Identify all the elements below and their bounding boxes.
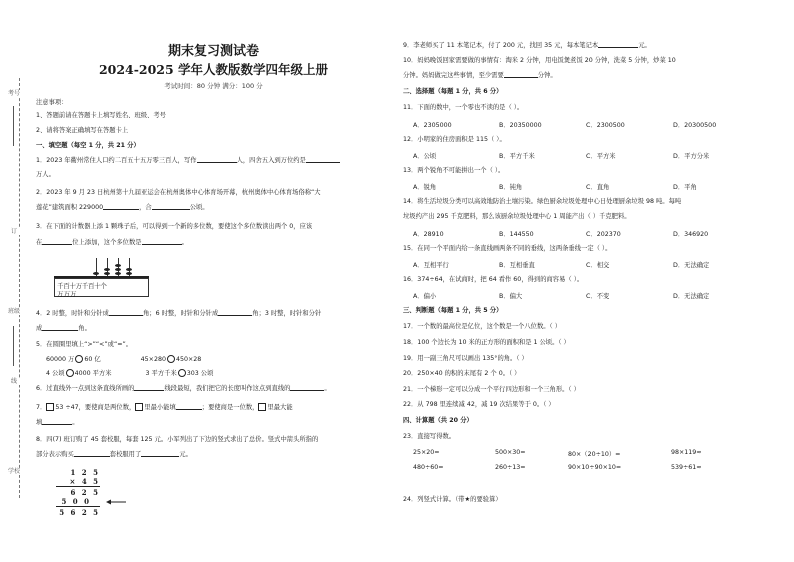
option-b[interactable]: B．144550 bbox=[499, 231, 534, 238]
q4-text: 角；6 时整，时针和分针成 bbox=[142, 310, 219, 317]
option-a[interactable]: A．2305000 bbox=[413, 122, 452, 129]
exam-title: 期末复习测试卷 bbox=[167, 44, 259, 59]
q9-text: 9．李老师买了 11 本笔记本，付了 200 元，找回 35 元，每本笔记本 bbox=[403, 42, 599, 49]
q20-text: 20．250×40 的积的末尾有 2 个 0。（ ） bbox=[403, 370, 521, 377]
answer-blank[interactable] bbox=[134, 384, 164, 391]
option-a[interactable]: A．互相平行 bbox=[413, 262, 449, 269]
option-b[interactable]: B．平方千米 bbox=[499, 153, 535, 160]
option-d[interactable]: D．无法确定 bbox=[673, 262, 710, 269]
answer-blank[interactable] bbox=[42, 418, 72, 425]
q13-text: 13．两个锐角不可能拼出一个（ ）。 bbox=[403, 167, 505, 174]
option-b[interactable]: B．钝角 bbox=[499, 184, 523, 191]
binding-char: 订 bbox=[8, 228, 20, 235]
q5-item: 60 亿 bbox=[84, 356, 101, 363]
q3-text: 在 bbox=[36, 239, 43, 246]
calc-item: 539÷61≈ bbox=[671, 464, 702, 471]
question-9 bbox=[403, 41, 651, 50]
q6-text: 线段最短，我们把它的长度叫作这点到直线的 bbox=[164, 385, 291, 392]
notes-item: 1、答题前请在答题卡上填写姓名、班级、考号 bbox=[36, 112, 166, 119]
compare-circle[interactable] bbox=[75, 355, 83, 363]
mul-row: 5 0 0 bbox=[61, 497, 91, 506]
binding-char: 班级 bbox=[8, 308, 21, 315]
question-7 bbox=[36, 403, 293, 412]
option-a[interactable]: A．偏小 bbox=[413, 293, 437, 300]
abacus-bead bbox=[93, 272, 99, 275]
option-c[interactable]: C．202370 bbox=[586, 231, 621, 238]
option-c[interactable]: C．直角 bbox=[586, 184, 610, 191]
compare-circle[interactable] bbox=[167, 355, 175, 363]
q1-text: 人，四舍五入到万位约是 bbox=[236, 157, 306, 164]
option-d[interactable]: D．平方分米 bbox=[673, 153, 710, 160]
mul-rule bbox=[56, 486, 100, 487]
notes-heading: 注意事项： bbox=[36, 99, 68, 106]
calc-item: 80×（20÷10）= bbox=[568, 451, 621, 458]
q1-text: 万人。 bbox=[36, 171, 55, 178]
question-6 bbox=[36, 384, 331, 393]
abacus-bead bbox=[126, 272, 132, 275]
answer-blank[interactable] bbox=[290, 384, 324, 391]
abacus-bead bbox=[104, 268, 110, 271]
q7-text: 。 bbox=[72, 419, 79, 426]
option-d[interactable]: D．346920 bbox=[673, 231, 709, 238]
option-b[interactable]: B．互相垂直 bbox=[499, 262, 535, 269]
q4-text: 角。 bbox=[78, 325, 91, 332]
option-c[interactable]: C．相交 bbox=[586, 262, 610, 269]
q2-text: ，合 bbox=[139, 204, 152, 211]
q9-text: 元。 bbox=[638, 42, 651, 49]
q5-text: 5．在圆圈里填上“>”“<”或“=”。 bbox=[36, 341, 133, 348]
q7-text: 填 bbox=[36, 419, 43, 426]
q7-text: ；要使商是一位数， bbox=[201, 404, 259, 411]
q4-text: 4．2 时整，时针和分针成 bbox=[36, 310, 109, 317]
option-c[interactable]: C．平方米 bbox=[586, 153, 616, 160]
mul-row: × 4 5 bbox=[69, 477, 100, 486]
q8-text: 元。 bbox=[179, 451, 192, 458]
option-a[interactable]: A．锐角 bbox=[413, 184, 437, 191]
exam-subtitle: 2024-2025 学年人教版数学四年级上册 bbox=[98, 62, 329, 77]
answer-blank[interactable] bbox=[504, 71, 538, 78]
q4-text: 成 bbox=[36, 325, 43, 332]
option-b[interactable]: B．20350000 bbox=[499, 122, 542, 129]
answer-blank[interactable] bbox=[218, 309, 252, 316]
q17-text: 17．一个数的最高位是亿位，这个数是一个八位数。（ ） bbox=[403, 323, 561, 330]
q7-text: 里最小能填 bbox=[144, 404, 176, 411]
q14-text: 14．将生活垃圾分类可以高效地防治土壤污染。绿色厨余垃圾处理中心日处理厨余垃圾 98 吨。每吨 bbox=[403, 198, 682, 205]
option-a[interactable]: A．28910 bbox=[413, 231, 444, 238]
calc-item: 25×20= bbox=[413, 449, 440, 456]
q4-text: 角；3 时整，时针和分针 bbox=[252, 310, 322, 317]
binding-char: 学校 bbox=[8, 468, 21, 475]
digit-box bbox=[135, 403, 143, 411]
q10-text: 分钟。妈妈做完这些事情，至少需要 bbox=[403, 72, 504, 79]
compare-circle[interactable] bbox=[66, 369, 74, 377]
answer-blank[interactable] bbox=[306, 156, 340, 163]
option-d[interactable]: D．20300500 bbox=[673, 122, 717, 129]
q1-text: 1．2023 年衢州常住人口约二百五十五万零三百人，写作 bbox=[36, 157, 197, 164]
abacus-bead bbox=[126, 268, 132, 271]
q2-text: 2．2023 年 9 月 23 日杭州第十九届亚运会在杭州奥体中心体育场开幕，杭州奥体中心体育场俗称“大 bbox=[36, 189, 321, 196]
calc-item: 98×119≈ bbox=[671, 449, 702, 456]
abacus-bead bbox=[115, 268, 121, 271]
q24-text: 24．列竖式计算。（带★的要验算） bbox=[403, 496, 502, 503]
binding-rule bbox=[13, 106, 14, 146]
answer-blank[interactable] bbox=[103, 203, 139, 210]
section-heading: 三、判断题（每题 1 分，共 5 分） bbox=[403, 307, 503, 314]
answer-blank[interactable] bbox=[197, 156, 237, 163]
q5-item: 4 公顷 bbox=[46, 370, 65, 377]
counting-frame bbox=[54, 254, 149, 300]
q8-text: 部分表示购买 bbox=[36, 451, 74, 458]
q22-text: 22．从 798 里连续减 42，减 19 次结果等于 0。（ ） bbox=[403, 401, 555, 408]
q10-text: 分钟。 bbox=[537, 72, 557, 79]
abacus-bead bbox=[115, 272, 121, 275]
question-1 bbox=[36, 156, 340, 165]
q8-text: 8．四(7) 班订购了 45 套校服，每套 125 元。小军列出了下边的竖式求出了总价。竖式中箭头所指的 bbox=[36, 436, 319, 443]
q3-text: 。 bbox=[181, 239, 188, 246]
q5-item: 4000 平方米 bbox=[74, 370, 112, 377]
option-c[interactable]: C．不变 bbox=[586, 293, 610, 300]
abacus-bead bbox=[115, 264, 121, 267]
abacus-bead bbox=[104, 272, 110, 275]
q6-text: 6．过直线外一点到这条直线所画的 bbox=[36, 385, 135, 392]
binding-dashed-line bbox=[19, 78, 20, 498]
question-2 bbox=[36, 203, 209, 212]
digit-box bbox=[46, 403, 54, 411]
calc-item: 480÷60= bbox=[413, 464, 444, 471]
option-c[interactable]: C．2300500 bbox=[586, 122, 625, 129]
abacus-label-box bbox=[54, 278, 149, 297]
q8-text: 套校服用了 bbox=[109, 451, 142, 458]
question-4 bbox=[36, 324, 91, 333]
digit-box bbox=[258, 403, 266, 411]
question-4 bbox=[36, 309, 321, 318]
q12-text: 12．小明家的住房面积是 115（ ）。 bbox=[403, 136, 506, 143]
section-heading: 二、选择题（每题 1 分，共 6 分） bbox=[403, 88, 503, 95]
q3-text: 3．在下面的计数器上添 1 颗珠子后，可以得到一个新的多位数，要使这个多位数读出两个 0，应该 bbox=[36, 223, 313, 230]
q19-text: 19．用一副三角尺可以画出 135°的角。（ ） bbox=[403, 355, 528, 362]
q23-text: 23．直接写得数。 bbox=[403, 433, 456, 440]
option-a[interactable]: A．公顷 bbox=[413, 153, 437, 160]
answer-blank[interactable] bbox=[598, 41, 638, 48]
option-d[interactable]: D．无法确定 bbox=[673, 293, 710, 300]
answer-blank[interactable] bbox=[42, 238, 72, 245]
q6-text: 。 bbox=[324, 385, 331, 392]
mul-row: 5 6 2 5 bbox=[59, 508, 100, 517]
calc-item: 260÷13= bbox=[495, 464, 526, 471]
q5-item: 450×28 bbox=[175, 356, 202, 363]
calc-item: 90×10÷90×10= bbox=[568, 464, 622, 471]
mul-row: 1 2 5 bbox=[70, 468, 100, 477]
section-heading: 一、填空题（每空 1 分，共 21 分） bbox=[36, 142, 140, 149]
q2-text: 公顷。 bbox=[189, 204, 209, 211]
answer-blank[interactable] bbox=[74, 450, 110, 457]
section-heading: 四、计算题（共 20 分） bbox=[403, 417, 473, 424]
q14-text: 垃圾约产出 295 千克肥料，那么该厨余垃圾处理中心 1 周能产出（ ）千克肥料。 bbox=[403, 213, 631, 220]
q7-text: 里最大能 bbox=[267, 404, 293, 411]
abacus-rod bbox=[96, 258, 97, 278]
question-3 bbox=[36, 238, 188, 247]
exam-meta: 考试时间：80 分钟 满分：100 分 bbox=[164, 82, 263, 90]
q21-text: 21．一个梯形一定可以分成一个平行四边形和一个三角形。（ ） bbox=[403, 386, 580, 393]
q3-text: 位上添加，这个多位数是 bbox=[72, 239, 142, 246]
notes-item: 2、请将答案正确填写在答题卡上 bbox=[36, 127, 129, 134]
q10-text: 10．妈妈晚饭回家需要做的事情有：淘米 2 分钟，用电饭煲煮饭 20 分钟，洗菜 5 分钟，炒菜 10 bbox=[403, 57, 676, 64]
q5-item: 60000 万 bbox=[46, 356, 75, 363]
q11-text: 11．下面的数中，一个零也不读的是（ ）。 bbox=[403, 104, 524, 111]
q5-row bbox=[36, 355, 201, 364]
q7-text: 7． bbox=[36, 404, 47, 411]
q16-text: 16．374÷64，在试商时，把 64 看作 60，得到的商容易（ ）。 bbox=[403, 276, 584, 283]
answer-blank[interactable] bbox=[152, 203, 190, 210]
place-value-labels: 万万万 bbox=[57, 290, 77, 298]
answer-blank[interactable] bbox=[42, 324, 78, 331]
q5-row bbox=[36, 369, 213, 378]
option-b[interactable]: B．偏大 bbox=[499, 293, 523, 300]
answer-blank[interactable] bbox=[109, 309, 143, 316]
binding-margin bbox=[8, 78, 24, 498]
option-d[interactable]: D．平角 bbox=[673, 184, 697, 191]
q7-text: 53 ÷47，要使商是两位数， bbox=[55, 404, 136, 411]
binding-rule bbox=[13, 326, 14, 366]
question-8 bbox=[36, 450, 192, 459]
answer-blank[interactable] bbox=[176, 403, 202, 410]
compare-circle[interactable] bbox=[178, 369, 186, 377]
q18-text: 18．100 个边长为 10 米的正方形的面积和是 1 公顷。（ ） bbox=[403, 339, 570, 346]
q5-item: 3 平方千米 bbox=[145, 370, 177, 377]
binding-char: 考号 bbox=[8, 90, 21, 97]
q5-item: 45×280 bbox=[140, 356, 166, 363]
place-value-labels: 千百十万千百十个 bbox=[57, 282, 107, 290]
binding-char: 线 bbox=[8, 378, 20, 385]
calc-item: 500×30= bbox=[495, 449, 526, 456]
question-10 bbox=[403, 71, 557, 80]
mul-rule bbox=[56, 506, 100, 507]
q2-text: 莲花”建筑面积 229000 bbox=[36, 204, 104, 211]
mul-row: 6 2 5 bbox=[70, 488, 100, 497]
answer-blank[interactable] bbox=[142, 238, 182, 245]
pointer-arrow-icon bbox=[106, 499, 126, 505]
question-7 bbox=[36, 418, 79, 427]
q15-text: 15．在同一个平面内给一条直线画两条不同的垂线，这两条垂线一定（ ）。 bbox=[403, 245, 612, 252]
answer-blank[interactable] bbox=[141, 450, 179, 457]
q5-item: 303 公顷 bbox=[186, 370, 214, 377]
